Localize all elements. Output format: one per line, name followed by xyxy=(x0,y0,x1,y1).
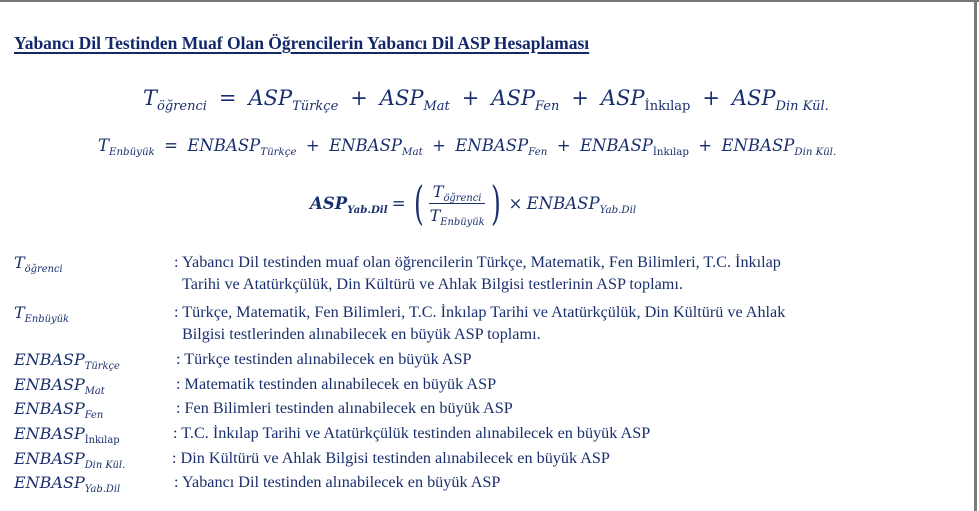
formula-factor: $ENBASP_{Yab.Dil}$ xyxy=(526,193,637,216)
formula-asp-yab-dil xyxy=(310,176,637,230)
definition-term: $ENBASP_{Yab.Dil}$ xyxy=(14,473,121,496)
definition-term: $T_{Enbüyük}$ xyxy=(14,303,69,326)
definition-text: : T.C. İnkılap Tarihi ve Atatürkçülük testinden alınabilecek en büyük ASP xyxy=(173,424,651,442)
window-frame-right xyxy=(974,0,977,511)
window-frame-top xyxy=(0,0,979,2)
formula-term: $ASP_{Din Kül.}$ xyxy=(731,86,829,115)
definition-text: : Türkçe testinden alınabilecek en büyük ASP xyxy=(176,350,472,368)
definition-text: : Türkçe, Matematik, Fen Bilimleri, T.C. İnkılap Tarihi ve Atatürkçülük, Din Kültürü ve Ahlak Bilgisi testlerinden alınabilecek en büyük ASP toplamı. xyxy=(174,303,786,343)
plus-sign: + xyxy=(702,86,720,110)
equals-sign: = xyxy=(391,193,406,213)
formula-lhs: $ASP_{Yab.Dil}$ xyxy=(310,193,388,216)
definition-term: $ENBASP_{Türkçe}$ xyxy=(14,350,120,373)
definition-text: : Yabancı Dil testinden muaf olan öğrencilerin Türkçe, Matematik, Fen Bilimleri, T.C. İnkılap Tarihi ve Atatürkçülük, Din Kültürü ve Ahlak Bilgisi testlerinin ASP toplamı. xyxy=(174,253,781,293)
formula-t-ogrenci xyxy=(143,86,829,115)
plus-sign: + xyxy=(461,86,480,110)
definition-text: : Matematik testinden alınabilecek en büyük ASP xyxy=(176,375,497,393)
fraction-numerator: $T_{öğrenci}$ xyxy=(429,182,486,204)
definition-text: : Fen Bilimleri testinden alınabilecek en büyük ASP xyxy=(176,399,513,417)
formula-term: $ENBASP_{İnkılap}$ xyxy=(579,136,689,159)
formula-t-enbuyuk xyxy=(98,136,837,159)
document-title: Yabancı Dil Testinden Muaf Olan Öğrencilerin Yabancı Dil ASP Hesaplaması xyxy=(14,33,590,53)
formula-term: $ENBASP_{Fen}$ xyxy=(455,136,548,159)
plus-sign: + xyxy=(432,136,446,155)
definition-term: $ENBASP_{Mat}$ xyxy=(14,375,105,398)
formula-term: $ASP_{Fen}$ xyxy=(491,86,560,115)
close-paren: ) xyxy=(490,176,501,230)
definition-term: $ENBASP_{Fen}$ xyxy=(14,399,104,422)
definition-term: $ENBASP_{İnkılap}$ xyxy=(14,424,120,447)
definition-text: : Yabancı Dil testinden alınabilecek en büyük ASP xyxy=(174,473,501,491)
plus-sign: + xyxy=(698,136,713,155)
formula-term: $ENBASP_{Türkçe}$ xyxy=(187,136,297,159)
formula-term: $ASP_{Mat}$ xyxy=(379,86,450,115)
formula-lhs: $T_{öğrenci}$ xyxy=(143,86,207,115)
fraction-denominator: $T_{Enbüyük}$ xyxy=(429,205,485,228)
definition-text: : Din Kültürü ve Ahlak Bilgisi testinden alınabilecek en büyük ASP xyxy=(172,449,610,467)
formula-lhs: $T_{Enbüyük}$ xyxy=(98,136,155,159)
equals-sign: = xyxy=(218,86,237,110)
formula-term: $ENBASP_{Din Kül.}$ xyxy=(721,136,837,159)
definition-term: $ENBASP_{Din Kül.}$ xyxy=(14,449,126,472)
plus-sign: + xyxy=(350,86,368,110)
definition-term: $T_{öğrenci}$ xyxy=(14,253,63,276)
plus-sign: + xyxy=(571,86,589,110)
plus-sign: + xyxy=(556,136,571,155)
open-paren: ( xyxy=(413,176,424,230)
fraction xyxy=(426,181,489,228)
times-sign: × xyxy=(508,193,523,213)
formula-term: $ENBASP_{Mat}$ xyxy=(329,136,423,159)
formula-term: $ASP_{İnkılap}$ xyxy=(600,86,691,115)
equals-sign: = xyxy=(164,136,178,155)
formula-term: $ASP_{Türkçe}$ xyxy=(248,86,339,115)
plus-sign: + xyxy=(305,136,320,155)
